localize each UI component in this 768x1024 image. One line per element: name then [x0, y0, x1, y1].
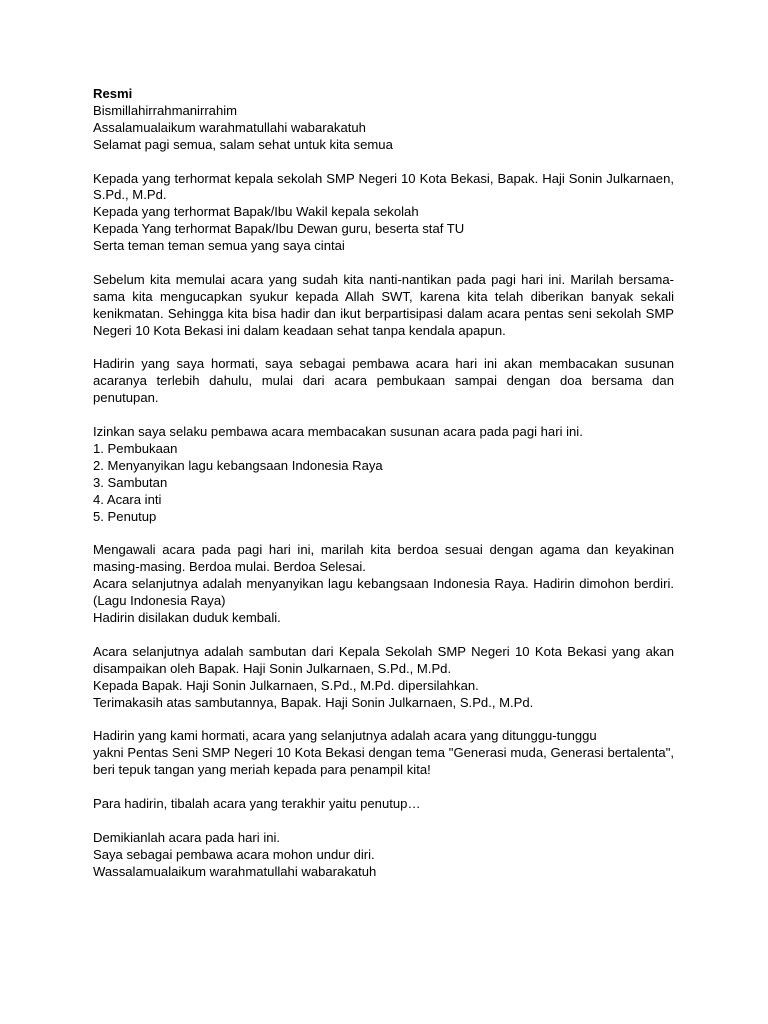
closing-line: Demikianlah acara pada hari ini. [93, 829, 281, 845]
address-friends: Serta teman teman semua yang saya cintai [93, 238, 345, 254]
agenda-item: 5. Penutup [93, 508, 157, 524]
closing-announce: Para hadirin, tibalah acara yang terakhir yaitu penutup… [93, 795, 421, 811]
agenda-intro: Izinkan saya selaku pembawa acara membacakan susunan acara pada pagi hari ini. [93, 424, 583, 440]
prayer-opening: Mengawali acara pada pagi hari ini, marilah kita berdoa sesuai dengan agama dan keyakinan masing-masing. Berdoa mulai. Berdoa Selesai. [93, 542, 674, 575]
sit-down-line: Hadirin disilakan duduk kembali. [93, 610, 281, 626]
document-title: Resmi [93, 86, 133, 101]
greeting-line: Selamat pagi semua, salam sehat untuk kita semua [93, 136, 393, 152]
main-event-line: yakni Pentas Seni SMP Negeri 10 Kota Bekasi dengan tema "Generasi muda, Generasi bertalenta", beri tepuk tangan yang meriah kepada para penampil kita! [93, 745, 674, 778]
speech-invite: Kepada Bapak. Haji Sonin Julkarnaen, S.Pd., M.Pd. dipersilahkan. [93, 677, 479, 693]
main-event-block [93, 728, 674, 779]
speech-announce: Acara selanjutnya adalah sambutan dari Kepala Sekolah SMP Negeri 10 Kota Bekasi yang akan disampaikan oleh Bapak. Haji Sonin Julkarnaen, S.Pd., M.Pd. [93, 643, 674, 676]
agenda-item: 1. Pembukaan [93, 440, 178, 456]
agenda-item: 3. Sambutan [93, 474, 168, 490]
closing-line: Saya sebagai pembawa acara mohon undur diri. [93, 846, 375, 862]
address-teachers: Kepada Yang terhormat Bapak/Ibu Dewan guru, beserta staf TU [93, 221, 465, 237]
main-event-line: Hadirin yang kami hormati, acara yang selanjutnya adalah acara yang ditunggu-tunggu [93, 728, 597, 744]
greeting-block [93, 86, 674, 154]
speech-thanks: Terimakasih atas sambutannya, Bapak. Haji Sonin Julkarnaen, S.Pd., M.Pd. [93, 694, 534, 710]
closing-block [93, 830, 674, 881]
address-block [93, 171, 674, 256]
prayer-block [93, 542, 674, 627]
document-page [93, 86, 674, 897]
address-vice: Kepada yang terhormat Bapak/Ibu Wakil kepala sekolah [93, 204, 419, 220]
greeting-line: Bismillahirrahmanirrahim [93, 102, 238, 118]
speech-block [93, 644, 674, 712]
anthem-announce: Acara selanjutnya adalah menyanyikan lagu kebangsaan Indonesia Raya. Hadirin dimohon berdiri. (Lagu Indonesia Raya) [93, 576, 674, 609]
agenda-block [93, 424, 674, 525]
closing-line: Wassalamualaikum warahmatullahi wabarakatuh [93, 863, 377, 879]
opening-block [93, 272, 674, 340]
agenda-item: 2. Menyanyikan lagu kebangsaan Indonesia Raya [93, 457, 383, 473]
greeting-line: Assalamualaikum warahmatullahi wabarakatuh [93, 119, 366, 135]
agenda-item: 4. Acara inti [93, 491, 162, 507]
intro-paragraph: Hadirin yang saya hormati, saya sebagai pembawa acara hari ini akan membacakan susunan acaranya terlebih dahulu, mulai dari acara pembukaan sampai dengan doa bersama dan penutupan. [93, 356, 674, 406]
opening-paragraph: Sebelum kita memulai acara yang sudah kita nanti-nantikan pada pagi hari ini. Marilah bersama-sama kita mengucapkan syukur kepada Allah SWT, karena kita telah diberikan banyak sekali kenikmatan. Sehingga kita bisa hadir dan ikut berpartisipasi dalam acara pentas seni sekolah SMP Negeri 10 Kota Bekasi ini dalam keadaan sehat tanpa kendala apapun. [93, 271, 674, 338]
address-principal: Kepada yang terhormat kepala sekolah SMP Negeri 10 Kota Bekasi, Bapak. Haji Sonin Julkarnaen, S.Pd., M.Pd. [93, 170, 674, 203]
closing-announce-block [93, 796, 674, 813]
intro-block [93, 356, 674, 407]
